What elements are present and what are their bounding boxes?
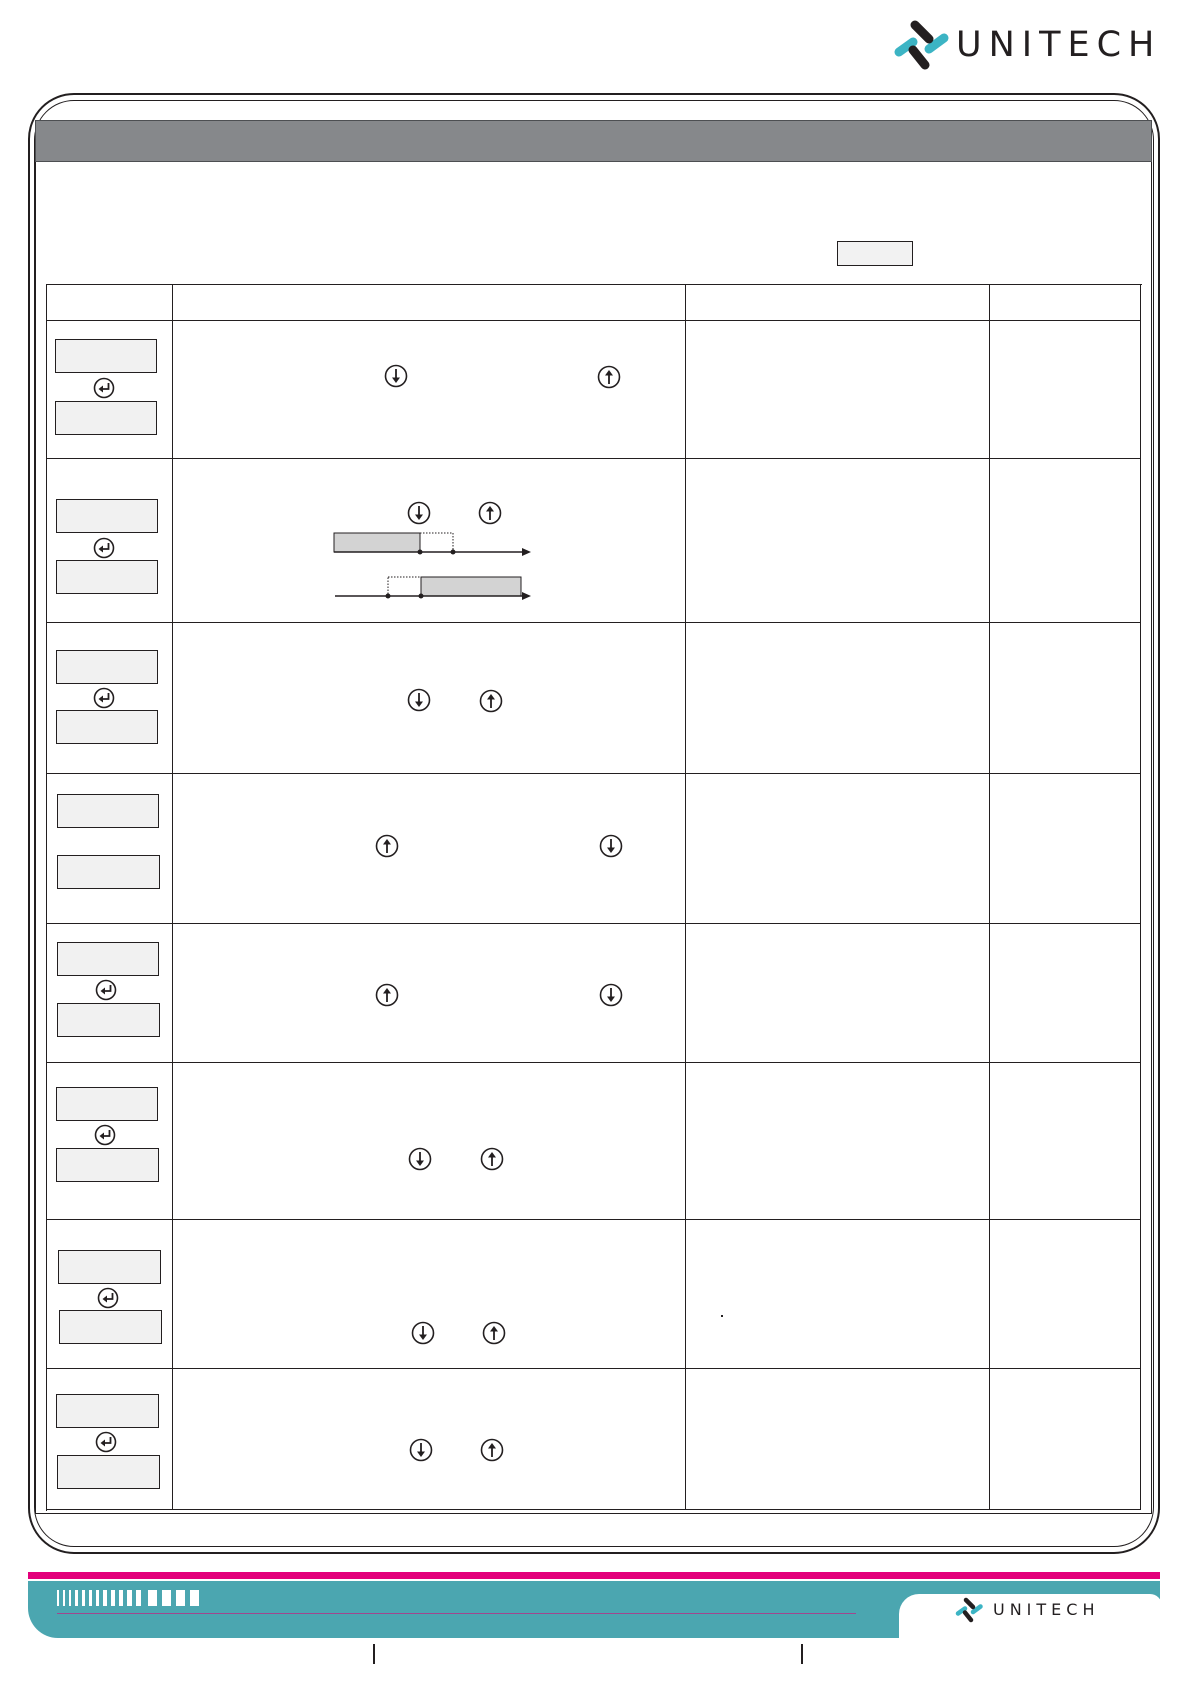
display-box-bottom	[57, 1455, 160, 1489]
display-box-bottom	[56, 560, 158, 594]
hysteresis-diagram	[330, 528, 536, 602]
unitech-logo-mark-icon	[891, 19, 951, 71]
axis-arrow-lower-icon	[522, 592, 531, 600]
section-header-bar	[35, 120, 1152, 162]
enter-key-icon	[95, 1431, 117, 1453]
table-cell	[990, 459, 1141, 623]
display-box-top	[55, 339, 157, 373]
display-box-bottom	[56, 710, 158, 744]
enter-key-icon	[93, 687, 115, 709]
table-header-cell	[173, 285, 686, 321]
table-cell	[686, 321, 990, 459]
axis-arrow-upper-icon	[522, 548, 531, 556]
table-cell	[686, 1369, 990, 1510]
table-cell	[686, 774, 990, 924]
hysteresis-band-upper	[420, 533, 453, 552]
enter-key-icon	[94, 1124, 116, 1146]
up-arrow-icon	[480, 1438, 504, 1462]
table-header-cell	[47, 285, 173, 321]
up-arrow-icon	[478, 501, 502, 525]
threshold-dot	[418, 550, 423, 555]
up-arrow-icon	[597, 365, 621, 389]
table-cell	[990, 1220, 1141, 1369]
display-box-bottom	[56, 1148, 159, 1182]
threshold-dot	[419, 594, 424, 599]
up-arrow-icon	[482, 1321, 506, 1345]
table-cell	[990, 623, 1141, 774]
display-box-top	[56, 1087, 158, 1121]
down-arrow-icon	[409, 1438, 433, 1462]
threshold-dot	[386, 594, 391, 599]
display-box-top	[58, 1250, 161, 1284]
up-arrow-icon	[375, 983, 399, 1007]
display-box-bottom	[55, 401, 157, 435]
footer-divider	[373, 1644, 375, 1664]
footer-rule	[57, 1613, 856, 1614]
active-band-lower	[421, 577, 521, 596]
display-box-top	[56, 650, 158, 684]
table-cell	[990, 1369, 1141, 1510]
table-cell	[686, 924, 990, 1063]
table-cell	[990, 774, 1141, 924]
down-arrow-icon	[599, 983, 623, 1007]
down-arrow-icon	[407, 501, 431, 525]
enter-key-icon	[95, 979, 117, 1001]
down-arrow-icon	[384, 364, 408, 388]
up-arrow-icon	[479, 689, 503, 713]
table-cell	[173, 1063, 686, 1220]
logo-wordmark: UNITECH	[956, 25, 1162, 65]
table-cell	[990, 1063, 1141, 1220]
footer-divider	[801, 1644, 803, 1664]
active-band-upper	[334, 533, 420, 552]
display-box-bottom	[57, 1003, 160, 1037]
display-box-bottom	[59, 1310, 162, 1344]
table-cell	[686, 623, 990, 774]
enter-key-icon	[97, 1287, 119, 1309]
table-cell	[990, 321, 1141, 459]
hysteresis-band-lower	[388, 577, 421, 596]
up-arrow-icon	[480, 1147, 504, 1171]
up-arrow-icon	[375, 834, 399, 858]
unitech-logo-mark-icon	[950, 1597, 988, 1623]
enter-key-icon	[93, 377, 115, 399]
footer-logo-wordmark: UNITECH	[993, 1600, 1100, 1619]
display-box-top	[57, 794, 159, 828]
table-cell	[686, 1063, 990, 1220]
enter-key-icon	[93, 537, 115, 559]
down-arrow-icon	[411, 1321, 435, 1345]
barcode-stripes-icon	[57, 1590, 199, 1606]
footer-accent-line	[28, 1572, 1160, 1579]
display-box-top	[56, 1394, 159, 1428]
parameter-table	[46, 284, 1142, 1511]
table-header-cell	[686, 285, 990, 321]
stray-dot	[721, 1315, 723, 1317]
display-box-bottom	[57, 855, 160, 889]
inline-display-box	[837, 241, 913, 266]
table-cell	[686, 459, 990, 623]
table-cell	[173, 321, 686, 459]
table-header-cell	[990, 285, 1141, 321]
table-cell	[686, 1220, 990, 1369]
display-box-top	[57, 942, 159, 976]
display-box-top	[56, 499, 158, 533]
table-cell	[173, 1220, 686, 1369]
down-arrow-icon	[407, 688, 431, 712]
down-arrow-icon	[599, 834, 623, 858]
threshold-dot	[451, 550, 456, 555]
table-cell	[990, 924, 1141, 1063]
down-arrow-icon	[408, 1147, 432, 1171]
